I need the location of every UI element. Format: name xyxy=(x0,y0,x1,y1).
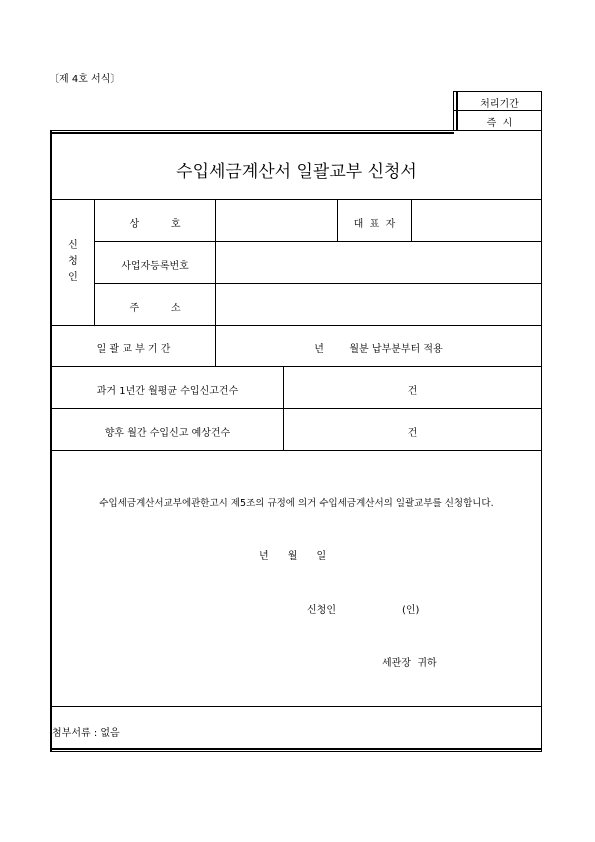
company-name-label: 상 호 xyxy=(129,219,181,230)
seal-mark[interactable]: (인) xyxy=(402,605,420,616)
address-label: 주 소 xyxy=(129,303,181,314)
addressee: 세관장 귀하 xyxy=(382,658,437,669)
past-count-field[interactable]: 건 xyxy=(407,386,418,397)
bulk-period-label: 일 괄 교 부 기 간 xyxy=(96,344,171,355)
form-number: 〔제 4호 서식〕 xyxy=(49,74,121,85)
representative-label: 대 표 자 xyxy=(353,219,396,230)
application-statement: 수입세금계산서교부에관한고시 제5조의 규정에 의거 수입세금계산서의 일괄교부를 신청합니다. xyxy=(99,498,494,509)
past-count-label: 과거 1년간 월평균 수입신고건수 xyxy=(96,386,239,397)
future-count-field[interactable]: 건 xyxy=(407,428,418,439)
applicant-group-label: 신 청 인 xyxy=(68,240,78,283)
date-line[interactable]: 년 월 일 xyxy=(259,551,327,562)
form-title: 수입세금계산서 일괄교부 신청서 xyxy=(176,162,417,182)
processing-period-label: 처리기간 xyxy=(480,99,519,110)
processing-period-value: 즉 시 xyxy=(486,118,513,129)
attachments-note: 첨부서류 : 없음 xyxy=(52,728,120,739)
future-count-label: 향후 월간 수입신고 예상건수 xyxy=(104,428,231,439)
business-number-label: 사업자등록번호 xyxy=(121,261,189,272)
applicant-signature-label: 신청인 xyxy=(307,605,336,616)
bulk-period-field[interactable]: 년 월분 납부분부터 적용 xyxy=(314,344,443,355)
